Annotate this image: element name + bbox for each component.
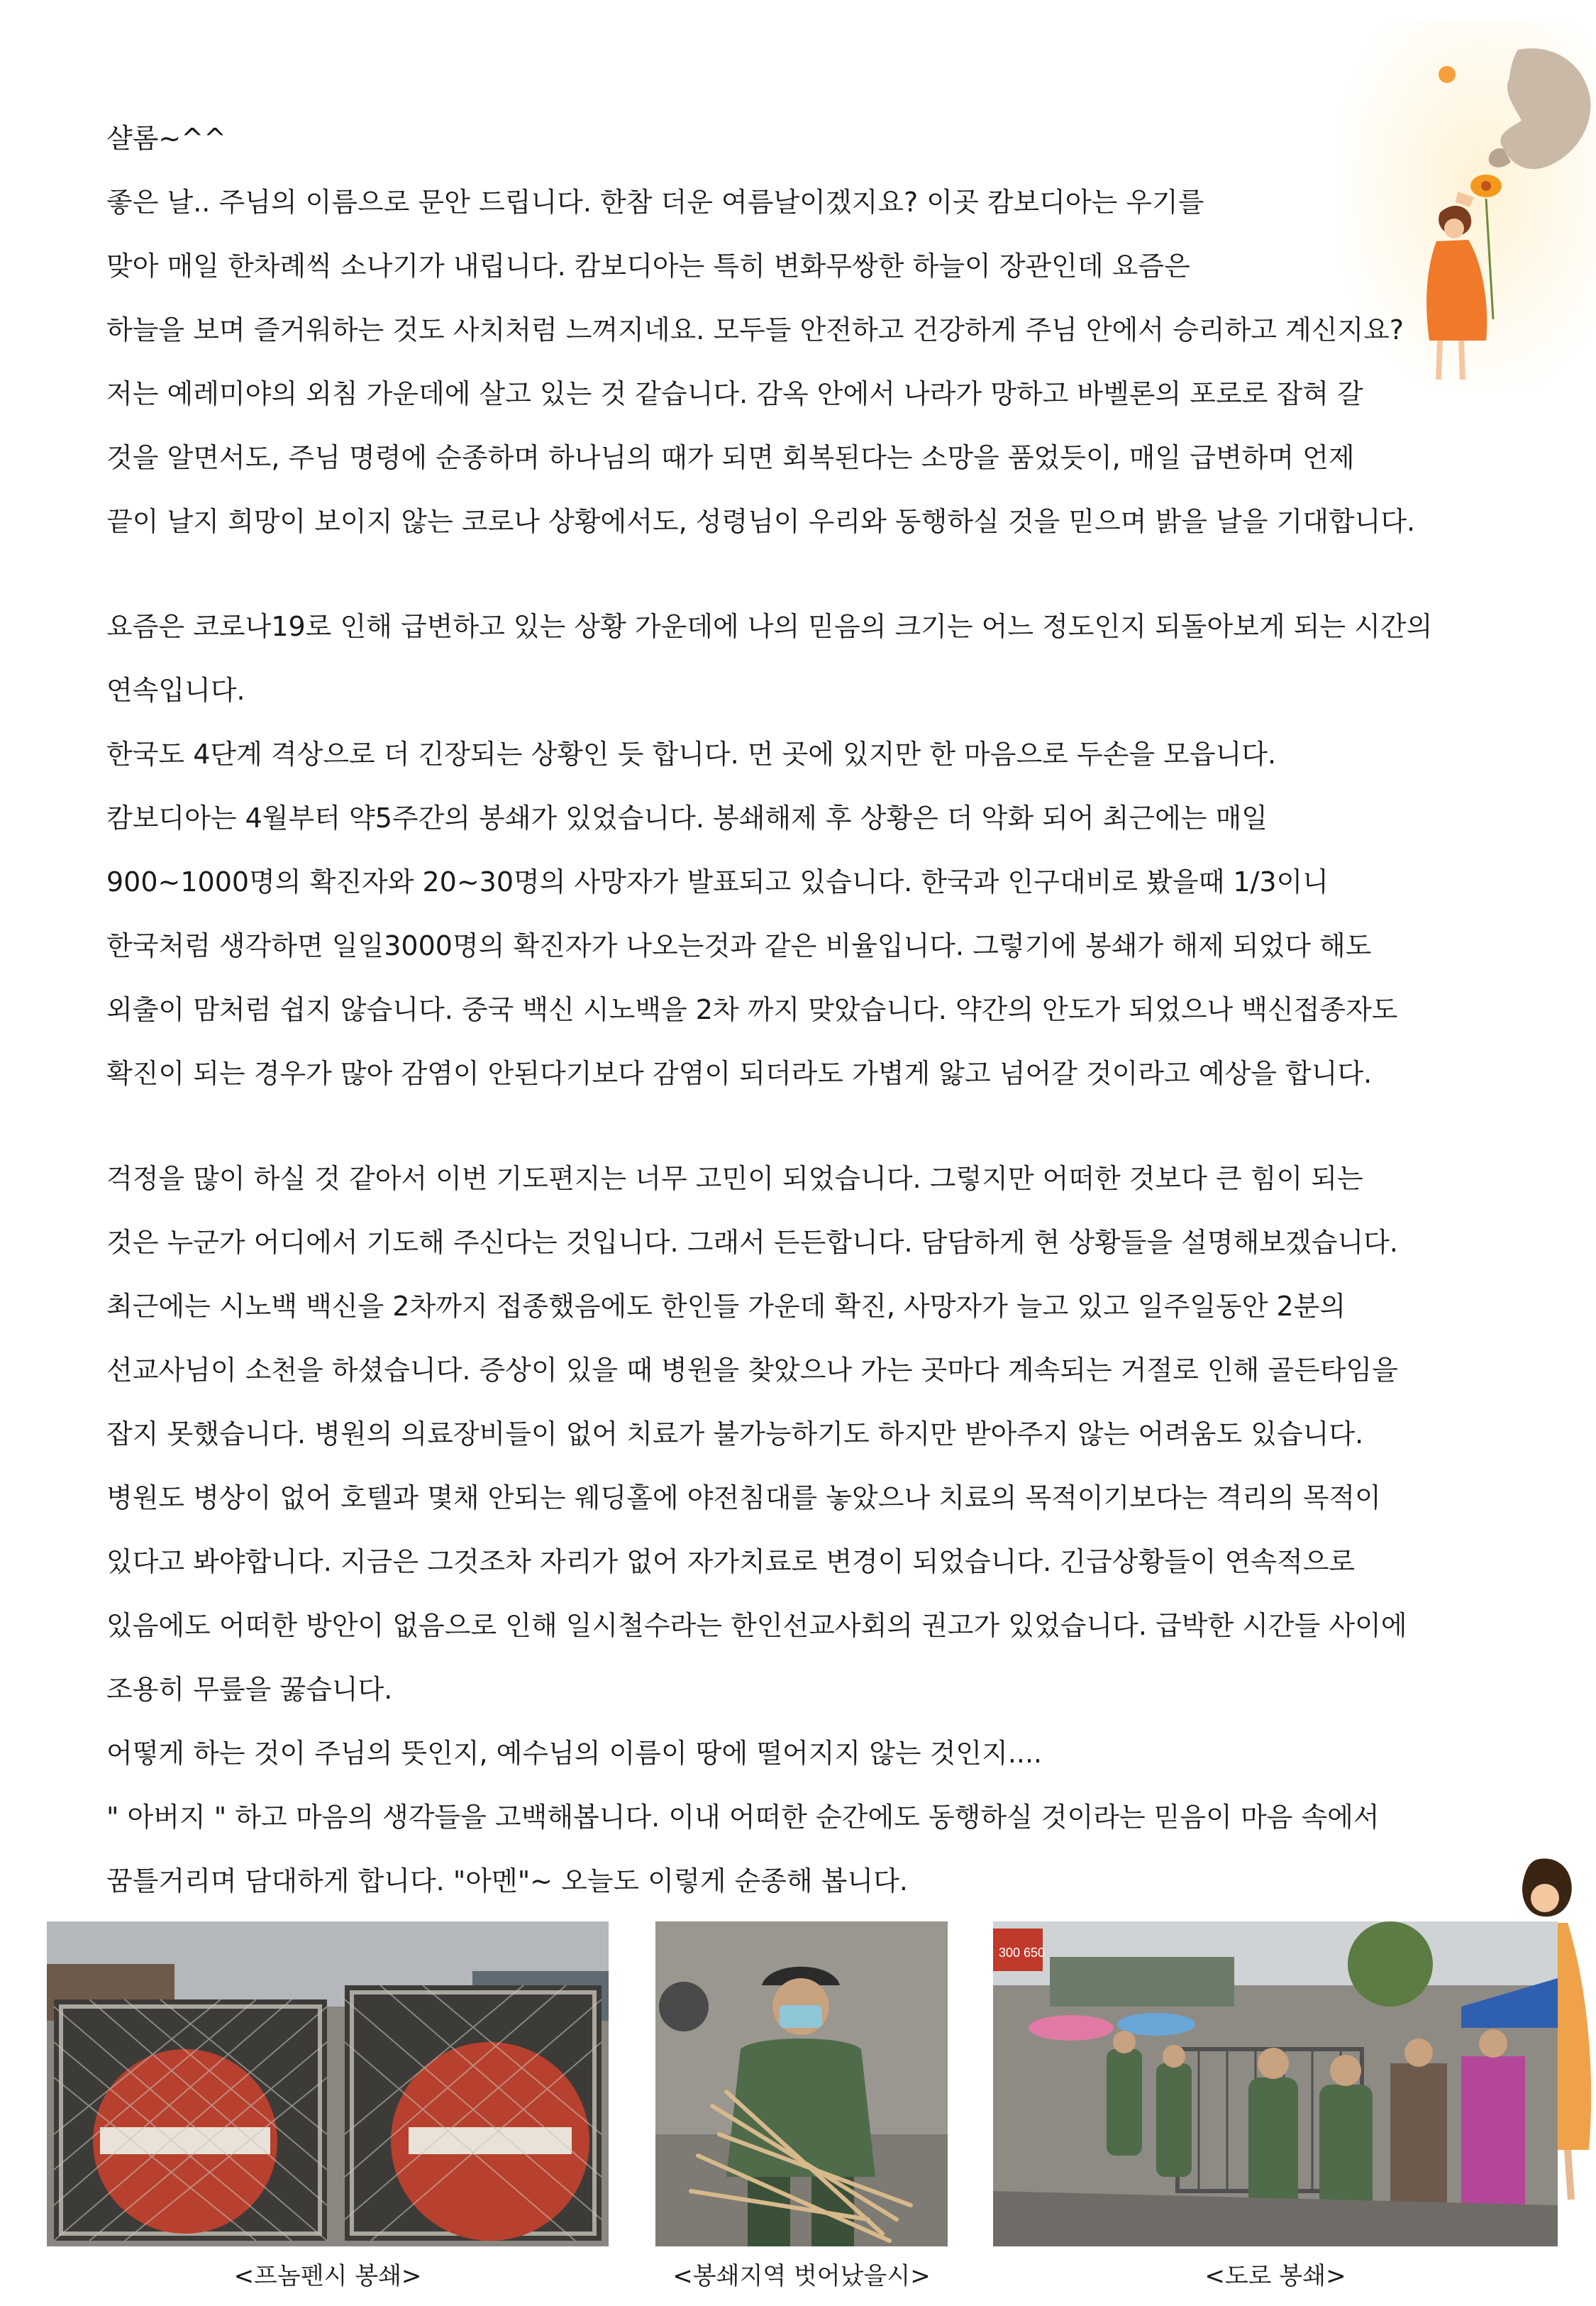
- greeting: 샬롬~^^: [106, 123, 226, 154]
- photo-caption: <프놈펜시 봉쇄>: [233, 2262, 422, 2290]
- photo-phnom-penh-lockdown: [47, 1921, 609, 2246]
- photo-road-blockade: [993, 1921, 1558, 2246]
- text-line: 좋은 날.. 주님의 이름으로 문안 드립니다. 한참 더운 여름날이겠지요? 이곳 캄보디아는 우기를: [106, 187, 1204, 218]
- text-line: 한국도 4단계 격상으로 더 긴장되는 상황인 듯 합니다. 먼 곳에 있지만 한 마음으로 두손을 모읍니다.: [106, 739, 1277, 770]
- text-line: 조용히 무릎을 꿇습니다.: [106, 1674, 393, 1705]
- text-line: 저는 예레미야의 외침 가운데에 살고 있는 것 같습니다. 감옥 안에서 나라가 망하고 바벨론의 포로로 잡혀 갈: [106, 378, 1363, 409]
- text-line: " 아버지 " 하고 마음의 생각들을 고백해봅니다. 이내 어떠한 순간에도 동행하실 것이라는 믿음이 마음 속에서: [106, 1802, 1380, 1833]
- photo-caption: <봉쇄지역 벗어났을시>: [672, 2262, 931, 2290]
- photo-caption: <도로 봉쇄>: [1204, 2262, 1346, 2290]
- sun-dot: [1439, 66, 1456, 83]
- right-gate: [345, 1985, 602, 2241]
- sign-text: 300 650: [999, 1946, 1046, 1960]
- text-line: 것은 누군가 어디에서 기도해 주신다는 것입니다. 그래서 든든합니다. 담담하게 현 상황들을 설명해보겠습니다.: [106, 1227, 1398, 1258]
- prayer-letter: [106, 106, 1504, 1913]
- text-line: 캄보디아는 4월부터 약5주간의 봉쇄가 있었습니다. 봉쇄해제 후 상황은 더 악화 되어 최근에는 매일: [106, 802, 1268, 834]
- text-line: 꿈틀거리며 담대하게 합니다. "아멘"~ 오늘도 이렇게 순종해 봅니다.: [106, 1865, 908, 1897]
- text-line: 요즘은 코로나19로 인해 급변하고 있는 상황 가운데에 나의 믿음의 크기는 어느 정도인지 되돌아보게 되는 시간의: [106, 611, 1433, 642]
- text-line: 최근에는 시노백 백신을 2차까지 접종했음에도 한인들 가운데 확진, 사망자가 늘고 있고 일주일동안 2분의: [106, 1291, 1346, 1322]
- text-line: 끝이 날지 희망이 보이지 않는 코로나 상황에서도, 성령님이 우리와 동행하실 것을 믿으며 밝을 날을 기대합니다.: [106, 506, 1416, 537]
- text-line: 잡지 못했습니다. 병원의 의료장비들이 없어 치료가 불가능하기도 하지만 받아주지 않는 어려움도 있습니다.: [106, 1418, 1364, 1450]
- left-gate: [54, 1999, 327, 2241]
- photo-leaving-lockdown-zone: [655, 1921, 948, 2246]
- text-line: 한국처럼 생각하면 일일3000명의 확진자가 나오는것과 같은 비율입니다. 그렇기에 봉쇄가 해제 되었다 해도: [106, 930, 1372, 961]
- text-line: 선교사님이 소천을 하셨습니다. 증상이 있을 때 병원을 찾았으나 가는 곳마다 계속되는 거절로 인해 골든타임을: [106, 1355, 1398, 1386]
- text-line: 있다고 봐야합니다. 지금은 그것조차 자리가 없어 자가치료로 변경이 되었습니다. 긴급상황들이 연속적으로: [106, 1546, 1356, 1577]
- text-line: 외출이 맘처럼 쉽지 않습니다. 중국 백신 시노백을 2차 까지 맞았습니다. 약간의 안도가 되었으나 백신접종자도: [106, 994, 1398, 1025]
- text-line: 것을 알면서도, 주님 명령에 순종하며 하나님의 때가 되면 회복된다는 소망을 품었듯이, 매일 급변하며 언제: [106, 442, 1355, 473]
- text-line: 걱정을 많이 하실 것 같아서 이번 기도편지는 너무 고민이 되었습니다. 그렇지만 어떠한 것보다 큰 힘이 되는: [106, 1163, 1363, 1194]
- text-line: 어떻게 하는 것이 주님의 뜻인지, 예수님의 이름이 땅에 떨어지지 않는 것인지....: [106, 1738, 1043, 1769]
- text-line: 연속입니다.: [106, 675, 245, 706]
- text-line: 맞아 매일 한차례씩 소나기가 내립니다. 캄보디아는 특히 변화무쌍한 하늘이 장관인데 요즘은: [106, 250, 1190, 282]
- text-line: 병원도 병상이 없어 호텔과 몇채 안되는 웨딩홀에 야전침대를 놓았으나 치료의 목적이기보다는 격리의 목적이: [106, 1482, 1381, 1513]
- text-line: 900~1000명의 확진자와 20~30명의 사망자가 발표되고 있습니다. 한국과 인구대비로 봤을때 1/3이니: [106, 866, 1329, 898]
- text-line: 있음에도 어떠한 방안이 없음으로 인해 일시철수라는 한인선교사회의 권고가 있었습니다. 급박한 시간들 사이에: [106, 1610, 1407, 1641]
- text-line: 하늘을 보며 즐거워하는 것도 사치처럼 느껴지네요. 모두들 안전하고 건강하게 주님 안에서 승리하고 계신지요?: [106, 314, 1404, 346]
- text-line: 확진이 되는 경우가 많아 감염이 안된다기보다 감염이 되더라도 가볍게 앓고 넘어갈 것이라고 예상을 합니다.: [106, 1058, 1373, 1089]
